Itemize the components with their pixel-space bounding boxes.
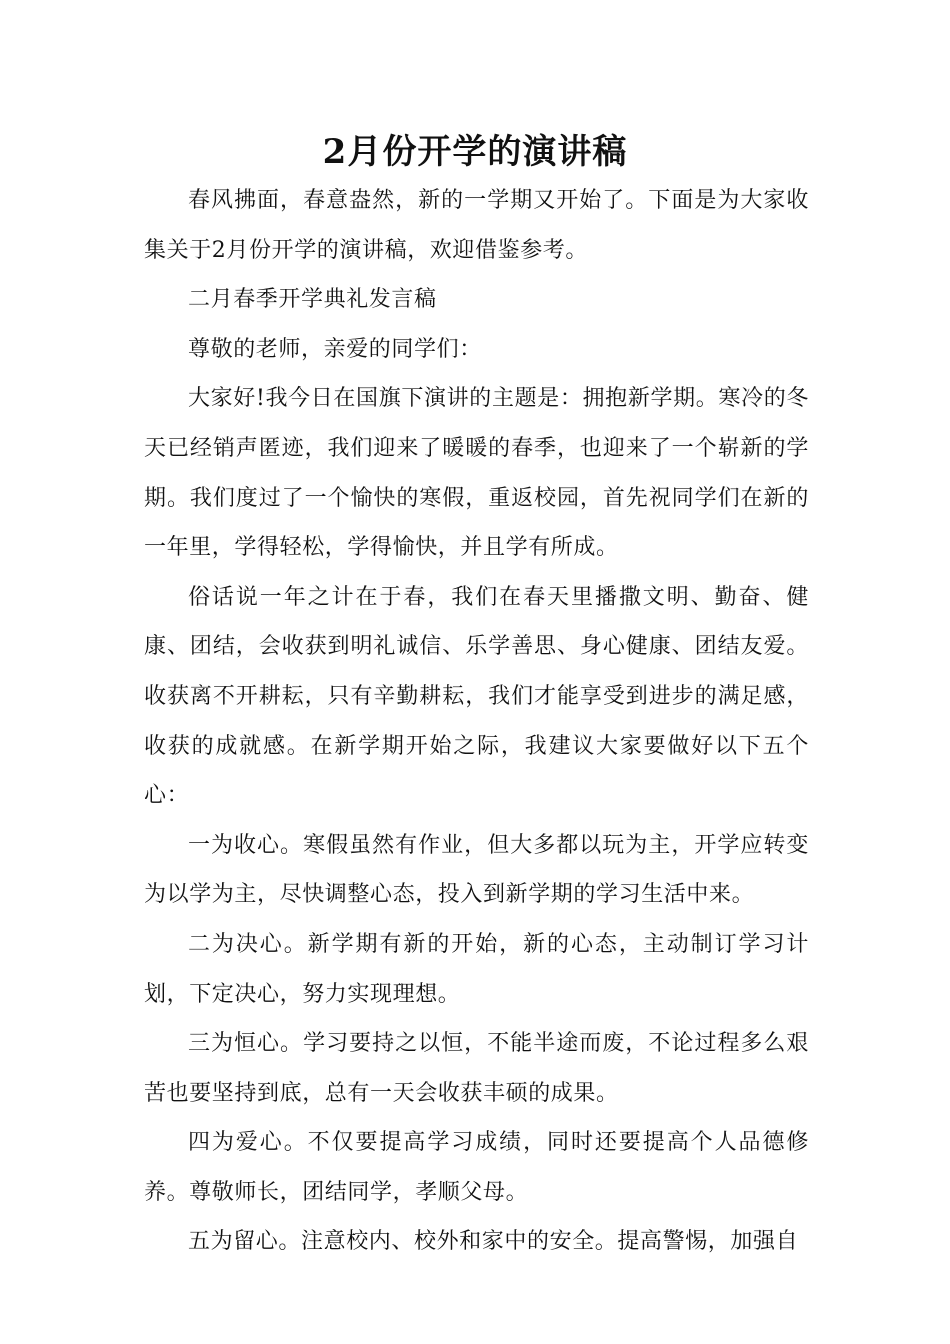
paragraph: 俗话说一年之计在于春，我们在春天里播撒文明、勤奋、健康、团结，会收获到明礼诚信、乐学善思、身心健康、团结友爱。收获离不开耕耘，只有辛勤耕耘，我们才能享受到进步的满足感，收获的成就感。在新学期开始之际，我建议大家要做好以下五个心： <box>144 584 809 809</box>
paragraph: 五为留心。注意校内、校外和家中的安全。提高警惕，加强自 <box>188 1229 799 1255</box>
paragraph: 大家好!我今日在国旗下演讲的主题是：拥抱新学期。寒冷的冬天已经销声匿迹，我们迎来了暖暖的春季，也迎来了一个崭新的学期。我们度过了一个愉快的寒假，重返校园，首先祝同学们在新的一年里，学得轻松，学得愉快，并且学有所成。 <box>144 386 809 561</box>
paragraph: 尊敬的老师，亲爱的同学们： <box>188 336 482 362</box>
paragraph: 一为收心。寒假虽然有作业，但大多都以玩为主，开学应转变为以学为主，尽快调整心态，投入到新学期的学习生活中来。 <box>144 832 809 908</box>
paragraph: 四为爱心。不仅要提高学习成绩，同时还要提高个人品德修养。尊敬师长，团结同学，孝顺父母。 <box>144 1130 809 1205</box>
document-title: 2月份开学的演讲稿 <box>322 132 628 172</box>
paragraph: 三为恒心。学习要持之以恒，不能半途而废，不论过程多么艰苦也要坚持到底，总有一天会收获丰硕的成果。 <box>144 1031 809 1106</box>
document-body <box>144 176 809 1267</box>
paragraph: 春风拂面，春意盎然，新的一学期又开始了。下面是为大家收集关于2月份开学的演讲稿，欢迎借鉴参考。 <box>144 188 809 263</box>
paragraph: 二月春季开学典礼发言稿 <box>188 287 437 313</box>
paragraph: 二为决心。新学期有新的开始，新的心态，主动制订学习计划，下定决心，努力实现理想。 <box>144 931 809 1007</box>
